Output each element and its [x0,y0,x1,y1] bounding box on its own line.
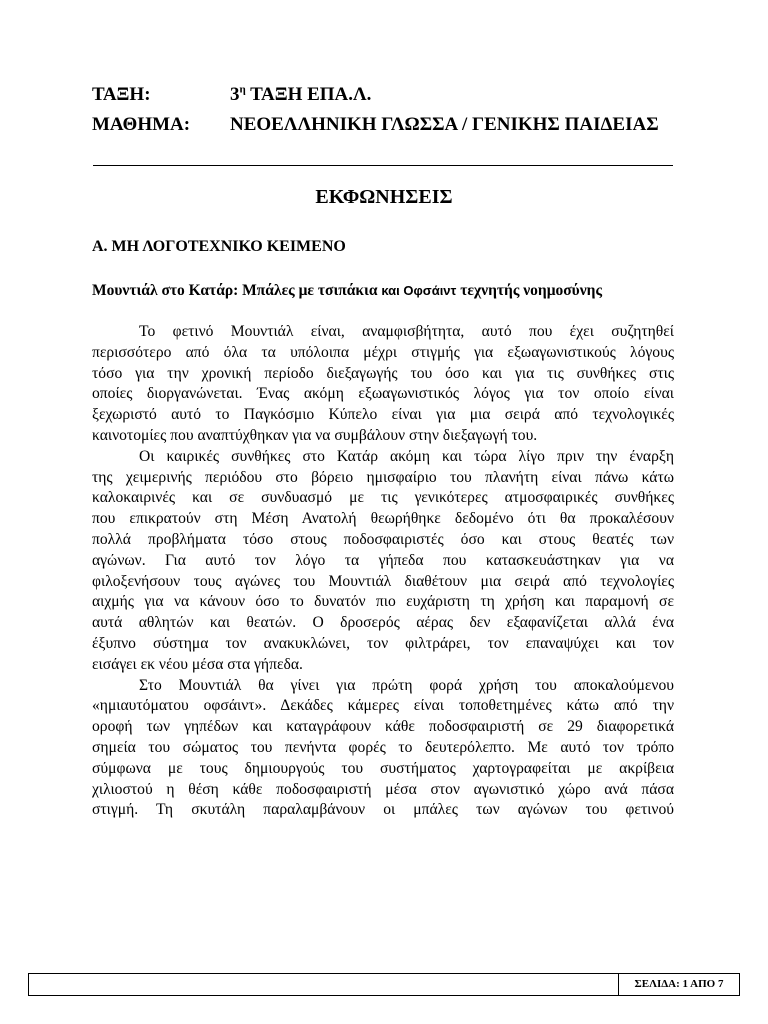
body-line: φιλοξενήσουν τους αγώνες του Μουντιάλ διαθέτουν μια σειρά από τεχνολογίες [92,572,674,590]
article-body [92,322,674,821]
body-line: στιγμή. Τη σκυτάλη παραλαμβάνουν οι μπάλες των αγώνων του φετινού [92,801,674,819]
body-line: έξυπνο σύστημα τον ανακυκλώνει, τον φιλτράρει, τον επαναψύχει και τον [92,634,674,652]
body-line: τόσο για την χρονική περίοδο διεξαγωγής του όσο και για τις συνθήκες στις [92,364,674,382]
body-line: σημεία του σώματος του πενήντα φορές το δευτερόλεπτο. Με αυτό τον τρόπο [92,738,674,756]
body-line: εισάγει εκ νέου μέσα στα γήπεδα. [92,655,303,673]
body-line: «ημιαυτόματου οφσάιντ». Δεκάδες κάμερες είναι τοποθετημένες κάτω από την [92,697,674,715]
body-line: χιλιοστού η θέση κάθε ποδοσφαιριστή μέσα στον αγωνιστικό χώρο ανά πάσα [92,780,674,798]
body-line: αγώνων. Για αυτό τον λόγο τα γήπεδα που κατασκευάστηκαν για να [92,551,674,569]
class-label: ΤΑΞΗ: [92,84,151,105]
class-value: $3^\eta$ ΤΑΞΗ ΕΠΑ.Λ. [230,83,372,105]
page-footer [28,973,740,996]
section-heading: Α. ΜΗ ΛΟΓΟΤΕΧΝΙΚΟ ΚΕΙΜΕΝΟ [92,238,346,255]
body-line: οποίες διοργανώνεται. Ένας ακόμη εξωαγωνιστικός λόγος για τον οποίο είναι [92,385,674,403]
body-line: αυτά αθλητών και θεατών. Ο δροσερός αέρας δεν εξαφανίζεται αλλά ένα [92,614,674,632]
article-title: Μουντιάλ στο Κατάρ: Μπάλες με τσιπάκια και Οφσάιντ τεχνητής νοημοσύνης [92,282,602,299]
body-line: καινοτομίες που αναπτύχθηκαν για να συμβάλουν στην διεξαγωγή του. [92,426,538,444]
body-line: οροφή των γηπέδων και καταγράφουν κάθε ποδοσφαιριστή σε 29 διαφορετικά [92,718,674,736]
subject-row [92,114,659,136]
body-line: που επικρατούν στη Μέση Ανατολή θεωρήθηκε δεδομένο ότι θα προκαλέσουν [92,510,674,528]
body-line: αιχμής για να κάνουν όσο το δυνατόν πιο ευχάριστη τη χρήση και παραμονή σε [92,593,674,611]
body-line: καλοκαιρινές και σε συνδυασμό με τις γενικότερες ατμοσφαιρικές συνθήκες [92,489,674,507]
subject-value: ΝΕΟΕΛΛΗΝΙΚΗ ΓΛΩΣΣΑ / ΓΕΝΙΚΗΣ ΠΑΙΔΕΙΑΣ [230,114,659,135]
body-line: Οι καιρικές συνθήκες στο Κατάρ ακόμη και τώρα λίγο πριν την έναρξη [139,447,674,465]
class-row [92,84,371,106]
body-line: της χειμερινής περιόδου στο βόρειο ημισφαίριο του πλανήτη είναι πάνω κάτω [92,468,674,486]
page-number: ΣΕΛΙΔΑ: 1 ΑΠΟ 7 [618,974,739,995]
body-line: Το φετινό Μουντιάλ είναι, αναμφισβήτητα, αυτό που έχει συζητηθεί [139,323,674,340]
body-line: Στο Μουντιάλ θα γίνει για πρώτη φορά χρήση του αποκαλούμενου [139,676,674,694]
subject-label: ΜΑΘΗΜΑ: [92,114,191,135]
header-divider [93,165,673,166]
page-title: ΕΚΦΩΝΗΣΕΙΣ [315,186,453,208]
body-line: πολλά προβλήματα τόσο στους ποδοσφαιριστές όσο και στους θεατές των [92,530,674,548]
body-line: ξεχωριστό αυτό το Παγκόσμιο Κύπελο είναι για μια σειρά από τεχνολογικές [92,406,674,424]
body-line: σύμφωνα με τους δημιουργούς του συστήματος χαρτογραφείται με ακρίβεια [92,759,674,777]
body-line: περισσότερο από όλα τα υπόλοιπα μέχρι στιγμής για εξωαγωνιστικούς λόγους [92,343,674,361]
